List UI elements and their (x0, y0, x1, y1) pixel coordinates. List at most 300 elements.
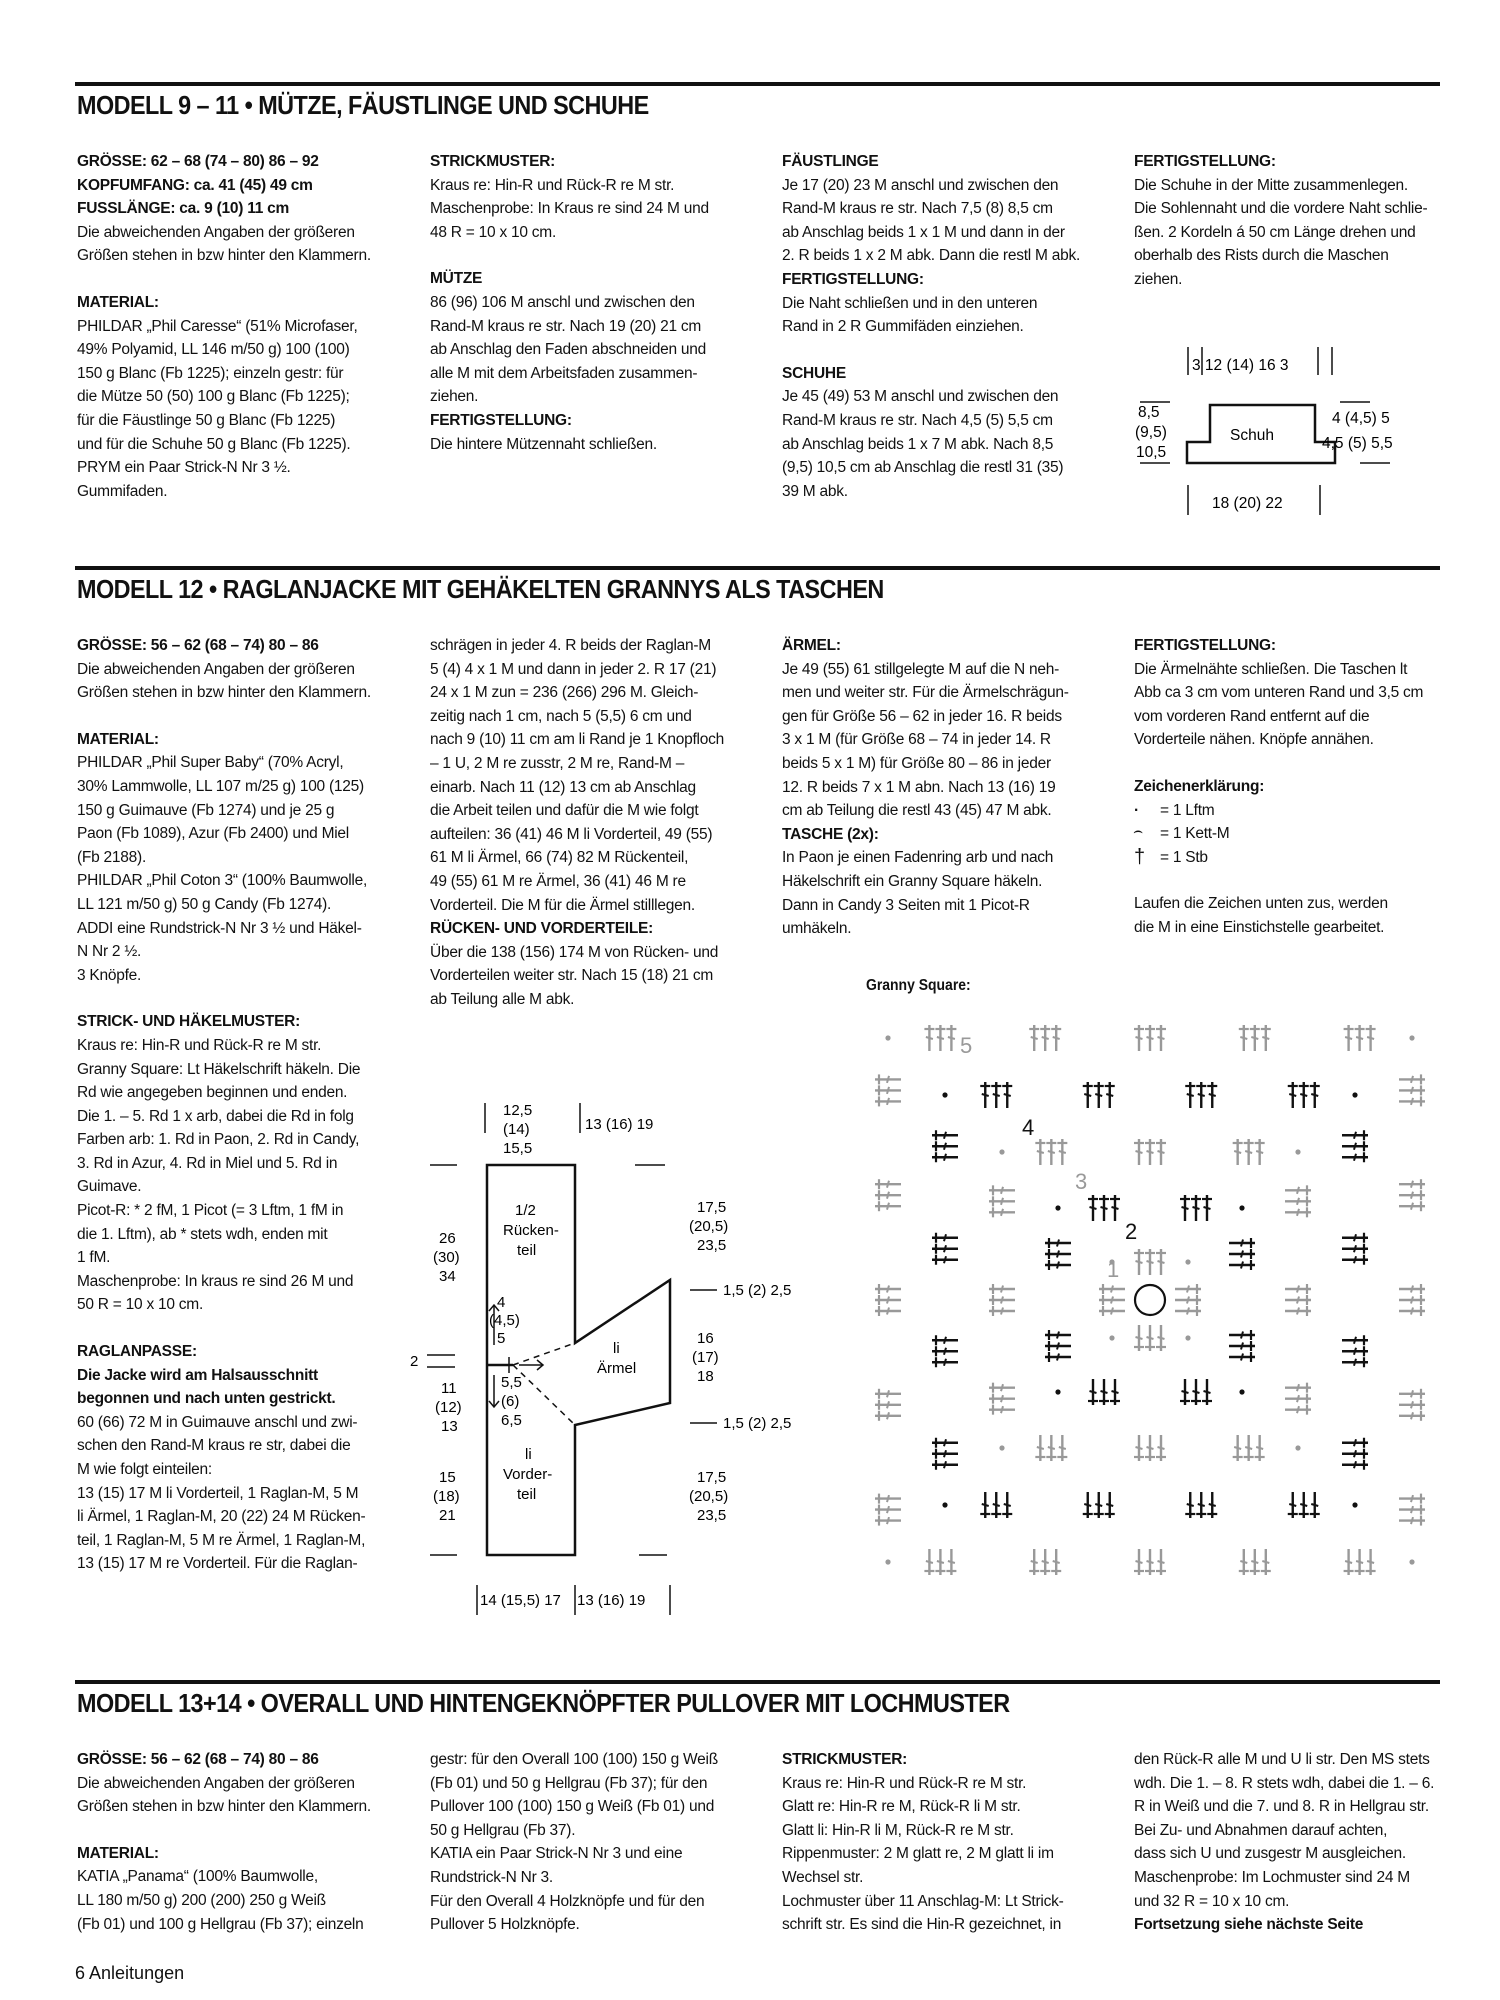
text-line: begonnen und nach unten gestrickt. (77, 1390, 336, 1408)
measure: (4,5) (489, 1312, 520, 1329)
section-title-modell-13-14: MODELL 13+14 • OVERALL UND HINTENGEKNÖPFTER PULLOVER MIT LOCHMUSTER (77, 1688, 1010, 1718)
treble-stitch-icon (1045, 1238, 1071, 1248)
treble-stitch-icon (935, 1549, 945, 1575)
m13-column-1 (77, 1748, 397, 1936)
text-line: dass sich U und zusgestr M ausgleichen. (1134, 1845, 1406, 1863)
text-line: Granny Square: Lt Häkelschrift häkeln. Die (77, 1060, 361, 1078)
text-line: 86 (96) 106 M anschl und zwischen den (430, 293, 695, 311)
treble-stitch-icon (1229, 1330, 1255, 1340)
treble-stitch-icon (1185, 1492, 1195, 1518)
treble-stitch-icon (1083, 1492, 1093, 1518)
measure: 15 (439, 1469, 456, 1486)
treble-stitch-icon (1134, 1325, 1144, 1351)
measure: (20,5) (689, 1488, 729, 1505)
pattern-heading: STRICKMUSTER: (782, 1751, 908, 1768)
text-line: Die Schuhe in der Mitte zusammenlegen. (1134, 176, 1408, 194)
pattern-heading: STRICKMUSTER: (430, 153, 556, 170)
treble-stitch-icon (1105, 1492, 1115, 1518)
treble-stitch-icon (1145, 1435, 1155, 1461)
m12-column-1 (77, 634, 397, 1576)
text-line: Rippenmuster: 2 M glatt re, 2 M glatt li im (782, 1845, 1054, 1863)
text-line: Die 1. – 5. Rd 1 x arb, dabei die Rd in folg (77, 1107, 354, 1125)
measure: 11 (441, 1380, 457, 1397)
treble-stitch-icon (1342, 1255, 1368, 1265)
text-line: cm ab Teilung die restl 43 (45) 47 M abk. (782, 802, 1052, 820)
text-line: Lochmuster über 11 Anschlag-M: Lt Strick- (782, 1892, 1064, 1910)
text-line: Die Ärmelnähte schließen. Die Taschen lt (1134, 660, 1408, 678)
treble-stitch-icon (1156, 1249, 1166, 1275)
chain-dot-icon (1409, 1559, 1414, 1564)
treble-stitch-icon (932, 1244, 958, 1254)
shoe-left-measure: 8,5 (1138, 404, 1160, 421)
sleeve-label: Ärmel (597, 1360, 637, 1377)
treble-stitch-icon (1229, 1352, 1255, 1362)
round-number: 2 (1125, 1219, 1138, 1244)
round-number: 1 (1107, 1257, 1120, 1282)
treble-stitch-icon (1255, 1435, 1265, 1461)
treble-stitch-icon (1310, 1492, 1320, 1518)
treble-stitch-icon (875, 1516, 901, 1526)
treble-stitch-icon (1244, 1139, 1254, 1165)
treble-stitch-icon (1191, 1195, 1201, 1221)
treble-stitch-icon (1134, 1249, 1144, 1275)
treble-stitch-icon (1040, 1549, 1050, 1575)
treble-stitch-icon (1083, 1082, 1093, 1108)
treble-stitch-icon (1202, 1195, 1212, 1221)
treble-stitch-icon (1244, 1435, 1254, 1461)
treble-stitch-icon (1344, 1549, 1354, 1575)
treble-stitch-icon (1156, 1025, 1166, 1051)
treble-stitch-icon (932, 1335, 958, 1345)
treble-stitch-icon (989, 1284, 1015, 1294)
treble-stitch-icon (1202, 1379, 1212, 1405)
text-line: Größen stehen in bzw hinter den Klammern. (77, 247, 371, 265)
treble-stitch-icon (946, 1549, 956, 1575)
treble-stitch-icon (1355, 1025, 1365, 1051)
text-line: 3. Rd in Azur, 4. Rd in Miel und 5. Rd in (77, 1154, 338, 1172)
treble-stitch-icon (1285, 1306, 1311, 1316)
text-line: PHILDAR „Phil Super Baby“ (70% Acryl, (77, 754, 344, 772)
text-line: 13 (15) 17 M re Vorderteil. Für die Raglan- (77, 1555, 358, 1573)
measure: 5 (497, 1330, 506, 1347)
text-line: ab Anschlag beids 1 x 1 M und dann in der (782, 223, 1065, 241)
measure: (12) (435, 1399, 462, 1416)
treble-stitch-icon (1002, 1492, 1012, 1518)
m13-column-3 (782, 1748, 1102, 1937)
text-line: 150 g Blanc (Fb 1225); einzeln gestr: für (77, 364, 344, 382)
treble-stitch-icon (1094, 1492, 1104, 1518)
treble-stitch-icon (1088, 1195, 1098, 1221)
treble-stitch-icon (1399, 1389, 1425, 1399)
measure: 26 (439, 1230, 456, 1247)
text-line: Farben arb: 1. Rd in Paon, 2. Rd in Candy, (77, 1131, 360, 1149)
treble-stitch-icon (989, 1306, 1015, 1316)
chain-dot-icon (1239, 1389, 1244, 1394)
measure: 15,5 (503, 1140, 533, 1157)
text-line: Glatt li: Hin-R li M, Rück-R re M str. (782, 1821, 1014, 1839)
text-line: wdh. Die 1. – 8. R stets wdh, dabei die 1. – 6. (1134, 1774, 1435, 1792)
text-line: Größen stehen in bzw hinter den Klammern. (77, 1798, 371, 1816)
measure: 14 (15,5) 17 (480, 1592, 561, 1609)
text-line: men und weiter str. Für die Ärmelschrägun- (782, 684, 1069, 702)
treble-stitch-icon (1399, 1400, 1425, 1410)
text-line: gestr: für den Overall 100 (100) 150 g Weiß (430, 1751, 718, 1768)
treble-stitch-icon (1156, 1549, 1166, 1575)
chain-dot-icon (1409, 1035, 1414, 1040)
treble-stitch-icon (1366, 1549, 1376, 1575)
measure: 4 (497, 1294, 506, 1311)
treble-stitch-icon (1051, 1025, 1061, 1051)
treble-stitch-icon (1099, 1284, 1125, 1294)
treble-stitch-icon (1029, 1025, 1039, 1051)
back-label: 1/2 (515, 1202, 536, 1219)
raglan-jacket-schematic (405, 1095, 835, 1615)
text-line: 60 (66) 72 M in Guimauve anschl und zwi- (77, 1413, 358, 1431)
granny-square-chart (860, 1005, 1440, 1595)
treble-stitch-icon (1175, 1284, 1201, 1294)
text-line: 1 fM. (77, 1249, 111, 1267)
measure: (20,5) (689, 1218, 729, 1235)
text-line: Rd wie angegeben beginnen und enden. (77, 1084, 348, 1102)
treble-stitch-icon (1088, 1379, 1098, 1405)
magic-ring-icon (1135, 1285, 1165, 1315)
text-line: KATIA ein Paar Strick-N Nr 3 und eine (430, 1845, 683, 1863)
measure: 2 (410, 1353, 419, 1370)
treble-stitch-icon (1399, 1085, 1425, 1095)
legend-slip (1134, 822, 1454, 846)
measure: 18 (697, 1368, 714, 1385)
shoe-label: Schuh (1230, 427, 1274, 444)
treble-stitch-icon (1175, 1306, 1201, 1316)
treble-stitch-icon (1134, 1549, 1144, 1575)
treble-stitch-icon (875, 1179, 901, 1189)
text-line: N Nr 2 ½. (77, 943, 142, 961)
treble-stitch-icon (1040, 1025, 1050, 1051)
size-line: GRÖSSE: 56 – 62 (68 – 74) 80 – 86 (77, 1751, 319, 1768)
chain-dot-icon (999, 1445, 1004, 1450)
treble-stitch-icon (1255, 1139, 1265, 1165)
treble-stitch-icon (1285, 1295, 1311, 1305)
treble-stitch-icon (875, 1505, 901, 1515)
text-line: Pullover 5 Holzknöpfe. (430, 1916, 580, 1934)
text-line: schrägen in jeder 4. R beids der Raglan-M (430, 637, 711, 654)
treble-stitch-icon (1285, 1207, 1311, 1217)
measure: 13 (16) 19 (585, 1116, 654, 1133)
text-line: 49 (55) 61 M re Ärmel, 36 (41) 46 M re (430, 872, 686, 890)
treble-stitch-icon (1355, 1549, 1365, 1575)
text-line: Glatt re: Hin-R re M, Rück-R li M str. (782, 1798, 1021, 1816)
dot-icon: · (1134, 801, 1139, 819)
treble-stitch-icon (1285, 1405, 1311, 1415)
back-label: teil (517, 1242, 537, 1259)
m9-column-1 (77, 150, 397, 503)
text-line: Picot-R: * 2 fM, 1 Picot (= 3 Lftm, 1 fM in (77, 1202, 344, 1220)
treble-stitch-icon (1285, 1394, 1311, 1404)
treble-stitch-icon (932, 1346, 958, 1356)
text-line: Wechsel str. (782, 1868, 864, 1886)
treble-stitch-icon (1261, 1025, 1271, 1051)
treble-stitch-icon (1145, 1549, 1155, 1575)
text-line: 61 M li Ärmel, 66 (74) 82 M Rückenteil, (430, 849, 689, 867)
text-line: LL 180 m/50 g) 200 (200) 250 g Weiß (77, 1891, 326, 1909)
shoe-right-measure: 4,5 (5) 5,5 (1322, 435, 1393, 452)
front-label: li (525, 1446, 532, 1463)
measure: (14) (503, 1121, 530, 1138)
treble-stitch-icon (1045, 1249, 1071, 1259)
text-line: Kraus re: Hin-R und Rück-R re M str. (430, 176, 675, 194)
text-line: teil, 1 Raglan-M, 5 M re Ärmel, 1 Raglan-M, (77, 1531, 366, 1549)
measure: (17) (692, 1349, 719, 1366)
text-line: die Mütze 50 (50) 100 g Blanc (Fb 1225); (77, 388, 350, 406)
treble-stitch-icon (1191, 1379, 1201, 1405)
chain-dot-icon (1295, 1149, 1300, 1154)
treble-stitch-icon (1261, 1549, 1271, 1575)
text-line: Rand in 2 R Gummifäden einziehen. (782, 318, 1024, 336)
treble-stitch-icon (1051, 1549, 1061, 1575)
text-line: Pullover 100 (100) 150 g Weiß (Fb 01) und (430, 1798, 715, 1816)
treble-stitch-icon (1399, 1201, 1425, 1211)
text-line: Vorderteilen weiter str. Nach 15 (18) 21 cm (430, 967, 714, 985)
text-line: 24 x 1 M zun = 236 (266) 296 M. Gleich- (430, 684, 699, 702)
treble-stitch-icon (1285, 1284, 1311, 1294)
text-line: Je 45 (49) 53 M anschl und zwischen den (782, 388, 1059, 406)
chain-dot-icon (1109, 1335, 1114, 1340)
treble-stitch-icon (989, 1405, 1015, 1415)
treble-stitch-icon (1099, 1306, 1125, 1316)
treble-stitch-icon (875, 1074, 901, 1084)
text-line: Guimave. (77, 1178, 142, 1196)
treble-stitch-icon (1180, 1379, 1190, 1405)
treble-stitch-icon (1239, 1549, 1249, 1575)
text-line: ßen. 2 Kordeln á 50 cm Länge drehen und (1134, 223, 1416, 241)
treble-stitch-icon (1229, 1260, 1255, 1270)
round-number: 3 (1075, 1169, 1088, 1194)
text-line: (Fb 01) und 50 g Hellgrau (Fb 37); für den (430, 1774, 708, 1792)
treble-stitch-icon (1342, 1346, 1368, 1356)
text-line: und 32 R = 10 x 10 cm. (1134, 1892, 1290, 1910)
slip-stitch-icon: ⌢ (1133, 823, 1143, 841)
measure: (6) (501, 1393, 520, 1410)
text-line: beids 5 x 1 M) für Größe 80 – 86 in jeder (782, 754, 1051, 772)
treble-stitch-icon (1250, 1549, 1260, 1575)
text-line: (9,5) 10,5 cm ab Anschlag die restl 31 (35) (782, 459, 1064, 477)
treble-stitch-icon (1288, 1082, 1298, 1108)
text-line: ADDI eine Rundstrick-N Nr 3 ½ und Häkel- (77, 919, 362, 937)
text-line: Rundstrick-N Nr 3. (430, 1868, 553, 1886)
legend-slip-text: = 1 Kett-M (1160, 825, 1230, 843)
treble-stitch-icon (875, 1389, 901, 1399)
treble-stitch-icon (1105, 1082, 1115, 1108)
text-line: Größen stehen in bzw hinter den Klammern. (77, 684, 371, 702)
chain-dot-icon (1239, 1205, 1244, 1210)
measure: 5,5 (501, 1374, 522, 1391)
treble-stitch-icon (989, 1295, 1015, 1305)
text-line: Kraus re: Hin-R und Rück-R re M str. (782, 1774, 1027, 1792)
section-rule (75, 82, 1440, 86)
section-rule (75, 566, 1440, 570)
front-label: teil (517, 1486, 537, 1503)
treble-stitch-icon (1399, 1074, 1425, 1084)
chain-dot-icon (942, 1502, 947, 1507)
text-line: umhäkeln. (782, 920, 852, 938)
treble-stitch-icon (1099, 1295, 1125, 1305)
measure: 17,5 (697, 1199, 727, 1216)
treble-stitch-icon (1342, 1233, 1368, 1243)
section-title-modell-9-11: MODELL 9 – 11 • MÜTZE, FÄUSTLINGE UND SCHUHE (77, 90, 649, 120)
m12-column-2 (430, 634, 750, 1012)
shoe-left-measure: (9,5) (1135, 424, 1167, 441)
text-line: Die abweichenden Angaben der größeren (77, 223, 355, 241)
text-line: KATIA „Panama“ (100% Baumwolle, (77, 1868, 318, 1886)
page-footer (75, 1963, 184, 1984)
treble-stitch-icon (875, 1295, 901, 1305)
treble-stitch-icon (980, 1082, 990, 1108)
treble-stitch-icon (1288, 1492, 1298, 1518)
treble-stitch-icon (1099, 1379, 1109, 1405)
text-line: Rand-M kraus re str. Nach 7,5 (8) 8,5 cm (782, 200, 1053, 218)
chain-dot-icon (999, 1149, 1004, 1154)
text-line: Kraus re: Hin-R und Rück-R re M str. (77, 1036, 322, 1054)
measure: 34 (439, 1268, 456, 1285)
foot-length-line: FUSSLÄNGE: ca. 9 (10) 11 cm (77, 200, 290, 218)
continued-note: Fortsetzung siehe nächste Seite (1134, 1916, 1364, 1934)
shoe-bottom-measure: 18 (20) 22 (1212, 495, 1283, 512)
text-line: Maschenprobe: In Kraus re sind 24 M und (430, 200, 709, 218)
text-line: Die Jacke wird am Halsausschnitt (77, 1366, 318, 1384)
shoe-schematic (1130, 345, 1440, 520)
treble-stitch-icon (989, 1207, 1015, 1217)
treble-stitch-icon (1156, 1139, 1166, 1165)
treble-stitch-icon (875, 1190, 901, 1200)
m9-column-4 (1134, 150, 1454, 292)
text-line: Dann in Candy 3 Seiten mit 1 Picot-R (782, 896, 1030, 914)
measure: 23,5 (697, 1237, 727, 1254)
sleeves-heading: ÄRMEL: (782, 637, 841, 654)
m12-column-3 (782, 634, 1102, 941)
treble-stitch-icon (1299, 1082, 1309, 1108)
measure: 13 (16) 19 (577, 1592, 646, 1609)
text-line: 50 R = 10 x 10 cm. (77, 1296, 204, 1314)
chain-dot-icon (1295, 1445, 1300, 1450)
text-line: für die Fäustlinge 50 g Blanc (Fb 1225) (77, 411, 336, 429)
measure: 23,5 (697, 1507, 727, 1524)
section-title-modell-12: MODELL 12 • RAGLANJACKE MIT GEHÄKELTEN GRANNYS ALS TASCHEN (77, 574, 884, 604)
treble-stitch-icon (932, 1152, 958, 1162)
treble-stitch-icon (1029, 1549, 1039, 1575)
raglan-heading: RAGLANPASSE: (77, 1343, 197, 1361)
treble-stitch-icon (1185, 1082, 1195, 1108)
text-line: (Fb 2188). (77, 848, 147, 866)
round-number: 4 (1022, 1115, 1035, 1140)
text-line: die 1. Lftm), ab * stets wdh, enden mit (77, 1225, 328, 1243)
treble-stitch-icon (1299, 1492, 1309, 1518)
section-rule (75, 1680, 1440, 1684)
legend-dc-text: = 1 Stb (1160, 848, 1208, 866)
text-line: ziehen. (430, 388, 479, 406)
finishing-heading: FERTIGSTELLUNG: (1134, 153, 1276, 170)
head-size-line: KOPFUMFANG: ca. 41 (45) 49 cm (77, 176, 313, 194)
text-line: 3 Knöpfe. (77, 966, 142, 984)
shoes-heading: SCHUHE (782, 364, 846, 382)
body-heading: RÜCKEN- UND VORDERTEILE: (430, 920, 654, 938)
treble-stitch-icon (1285, 1383, 1311, 1393)
text-line: In Paon je einen Fadenring arb und nach (782, 849, 1054, 867)
chain-dot-icon (885, 1559, 890, 1564)
treble-stitch-icon (1145, 1249, 1155, 1275)
treble-stitch-icon (1156, 1325, 1166, 1351)
finishing-heading: FERTIGSTELLUNG: (782, 270, 924, 288)
text-line: LL 121 m/50 g) 50 g Candy (Fb 1274). (77, 895, 332, 913)
text-line: Je 49 (55) 61 stillgelegte M auf die N neh- (782, 660, 1060, 678)
chain-dot-icon (1185, 1335, 1190, 1340)
treble-stitch-icon (1207, 1082, 1217, 1108)
treble-stitch-icon (1057, 1139, 1067, 1165)
chain-dot-icon (1352, 1092, 1357, 1097)
m13-column-2 (430, 1748, 750, 1937)
treble-stitch-icon (932, 1438, 958, 1448)
treble-stitch-icon (1110, 1195, 1120, 1221)
m9-column-3 (782, 150, 1102, 503)
text-line: Vorderteil. Die M für die Ärmel stilllegen. (430, 896, 695, 914)
text-line: vom vorderen Rand entfernt auf die (1134, 707, 1370, 725)
mittens-heading: FÄUSTLINGE (782, 153, 879, 170)
measure: 1,5 (2) 2,5 (723, 1282, 792, 1299)
size-line: GRÖSSE: 62 – 68 (74 – 80) 86 – 92 (77, 153, 319, 170)
text-line: Die abweichenden Angaben der größeren (77, 1774, 355, 1792)
treble-stitch-icon (1229, 1341, 1255, 1351)
text-line: zeitig nach 1 cm, nach 5 (5,5) 6 cm und (430, 707, 692, 725)
text-line: Maschenprobe: In kraus re sind 26 M und (77, 1272, 354, 1290)
text-line: (Fb 01) und 100 g Hellgrau (Fb 37); einzeln (77, 1915, 364, 1933)
chain-dot-icon (1055, 1205, 1060, 1210)
shoe-right-measure: 4 (4,5) 5 (1332, 410, 1390, 427)
treble-stitch-icon (875, 1284, 901, 1294)
chain-dot-icon (1352, 1502, 1357, 1507)
text-line: Für den Overall 4 Holzknöpfe und für den (430, 1892, 705, 1910)
treble-stitch-icon (924, 1025, 934, 1051)
treble-stitch-icon (946, 1025, 956, 1051)
treble-stitch-icon (989, 1383, 1015, 1393)
treble-stitch-icon: † (1134, 845, 1145, 868)
chain-dot-icon (1055, 1389, 1060, 1394)
text-line: 2. R beids 1 x 2 M abk. Dann die restl M abk. (782, 247, 1081, 265)
treble-stitch-icon (1099, 1195, 1109, 1221)
text-line: Die Sohlennaht und die vordere Naht schlie- (1134, 200, 1428, 218)
treble-stitch-icon (924, 1549, 934, 1575)
treble-stitch-icon (1046, 1139, 1056, 1165)
treble-stitch-icon (932, 1233, 958, 1243)
treble-stitch-icon (1233, 1435, 1243, 1461)
text-line: Je 17 (20) 23 M anschl und zwischen den (782, 176, 1059, 194)
text-line: 50 g Hellgrau (Fb 37). (430, 1821, 576, 1839)
treble-stitch-icon (1134, 1435, 1144, 1461)
text-line: alle M mit dem Arbeitsfaden zusammen- (430, 364, 698, 382)
treble-stitch-icon (1045, 1352, 1071, 1362)
treble-stitch-icon (1342, 1335, 1368, 1345)
treble-stitch-icon (989, 1185, 1015, 1195)
hat-heading: MÜTZE (430, 270, 483, 288)
treble-stitch-icon (932, 1460, 958, 1470)
treble-stitch-icon (932, 1130, 958, 1140)
treble-stitch-icon (1229, 1249, 1255, 1259)
text-line: die M in eine Einstichstelle gearbeitet. (1134, 918, 1385, 936)
m9-column-2 (430, 150, 750, 456)
text-line: ab Anschlag den Faden abschneiden und (430, 341, 707, 359)
finishing-heading: FERTIGSTELLUNG: (1134, 637, 1276, 654)
measure: 17,5 (697, 1469, 727, 1486)
treble-stitch-icon (1035, 1139, 1045, 1165)
text-line: Über die 138 (156) 174 M von Rücken- und (430, 943, 719, 961)
